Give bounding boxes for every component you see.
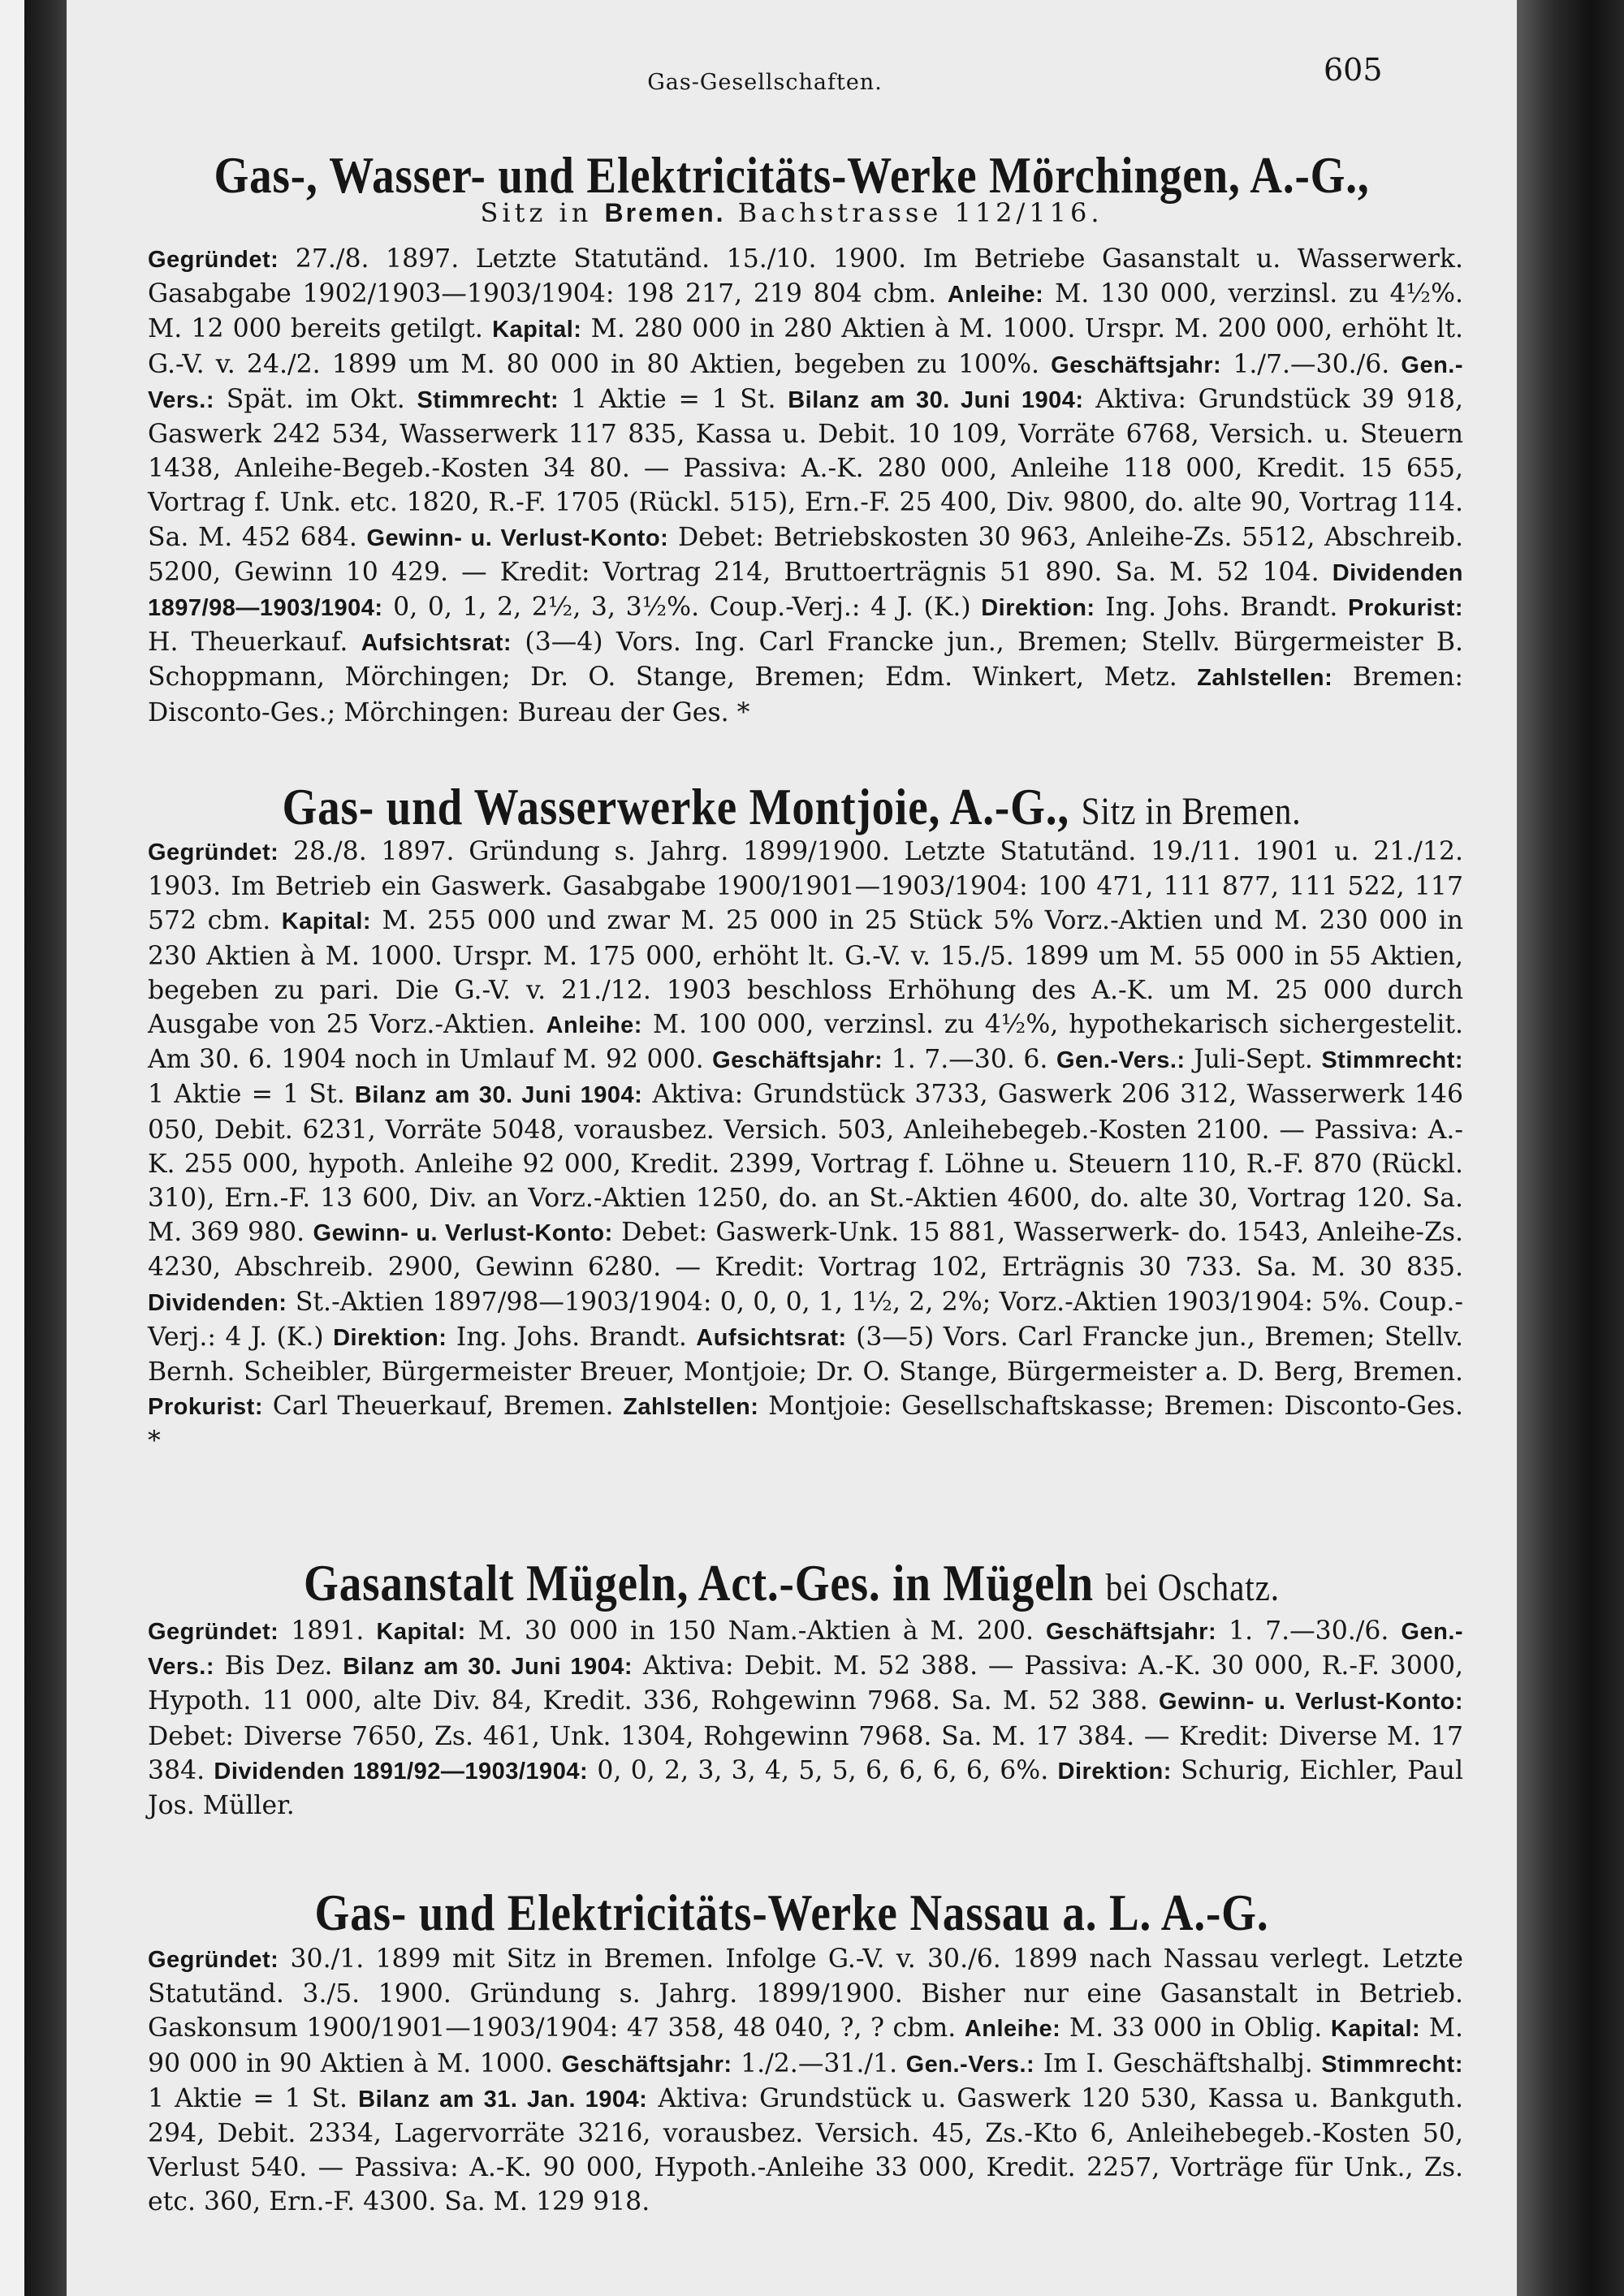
company-title-nassau: Gas- und Elektricitäts-Werke Nassau a. L. A.-G. <box>314 1884 1269 1941</box>
company-location: bei Oschatz. <box>1105 1566 1280 1609</box>
running-header: Gas-Gesellschaften. <box>647 70 883 95</box>
company-seat: Sitz in Bremen. <box>1081 790 1302 833</box>
company-seat-moerchingen <box>67 197 1517 228</box>
seat-city: Bremen. <box>604 198 726 227</box>
company-name: Gasanstalt Mügeln, Act.-Ges. in Mügeln <box>304 1554 1094 1612</box>
company-entry-montjoie: Gegründet: 28./8. 1897. Gründung s. Jahrg. 1899/1900. Letzte Statutänd. 19./11. 1901 u. 21./12. 1903. Im Betrieb ein Gaswerk. Gasabgabe 1900/1901—1903/1904: 100 471, 111 877, 111 522, 117 572 cbm. Kapital: M. 255 000 und zwar M. 25 000 in 25 Stück 5% Vorz.-Aktien und M. 230 000 in 230 Aktien à M. 1000. Urspr. M. 175 000, erhöht lt. G.-V. v. 15./5. 1899 um M. 55 000 in 55 Aktien, begeben zu pari. Die G.-V. v. 21./12. 1903 beschloss Erhöhung des A.-K. um M. 25 000 durch Ausgabe von 25 Vorz.-Aktien. Anleihe: M. 100 000, verzinsl. zu 4½%, hypothekarisch sichergestelit. Am 30. 6. 1904 noch in Umlauf M. 92 000. Geschäftsjahr: 1. 7.—30. 6. Gen.-Vers.: Juli-Sept. Stimmrecht: 1 Aktie = 1 St. Bilanz am 30. Juni 1904: Aktiva: Grundstück 3733, Gaswerk 206 312, Wasserwerk 146 050, Debit. 6231, Vorräte 5048, vorausbez. Versich. 503, Anleihebegeb.-Kosten 2100. — Passiva: A.-K. 255 000, hypoth. Anleihe 92 000, Kredit. 2399, Vortrag f. Löhne u. Steuern 110, R.-F. 870 (Rückl. 310), Ern.-F. 13 600, Div. an Vorz.-Aktien 1250, do. an St.-Aktien 4600, do. alte 30, Vortrag 120. Sa. M. 369 980. Gewinn- u. Verlust-Konto: Debet: Gaswerk-Unk. 15 881, Wasserwerk- do. 1543, Anleihe-Zs. 4230, Abschreib. 2900, Gewinn 6280. — Kredit: Vortrag 102, Erträgnis 30 733. Sa. M. 30 835. Dividenden: St.-Aktien 1897/98—1903/1904: 0, 0, 0, 1, 1½, 2, 2%; Vorz.-Aktien 1903/1904: 5%. Coup.-Verj.: 4 J. (K.) Direktion: Ing. Johs. Brandt. Aufsichtsrat: (3—5) Vors. Carl Francke jun., Bremen; Stellv. Bernh. Scheibler, Bürgermeister Breuer, Montjoie; Dr. O. Stange, Bürgermeister a. D. Berg, Bremen. Prokurist: Carl Theuerkauf, Bremen. Zahlstellen: Montjoie: Gesellschaftskasse; Bremen: Disconto-Ges. * <box>148 837 1464 1457</box>
company-title-moerchingen: Gas-, Wasser- und Elektricitäts-Werke Mörchingen, A.-G., <box>214 146 1370 204</box>
company-entry-nassau: Gegründet: 30./1. 1899 mit Sitz in Bremen. Infolge G.-V. v. 30./6. 1899 nach Nassau verlegt. Letzte Statutänd. 3./5. 1900. Gründung s. Jahrg. 1899/1900. Bisher nur eine Gasanstalt in Betrieb. Gaskonsum 1900/1901—1903/1904: 47 358, 48 040, ?, ? cbm. Anleihe: M. 33 000 in Oblig. Kapital: M. 90 000 in 90 Aktien à M. 1000. Geschäftsjahr: 1./2.—31./1. Gen.-Vers.: Im I. Geschäftshalbj. Stimmrecht: 1 Aktie = 1 St. Bilanz am 31. Jan. 1904: Aktiva: Grundstück u. Gaswerk 120 530, Kassa u. Bankguth. 294, Debit. 2334, Lagervorräte 3216, vorausbez. Versich. 45, Zs.-Kto 6, Anleihebegeb.-Kosten 50, Verlust 540. — Passiva: A.-K. 90 000, Hypoth.-Anleihe 33 000, Kredit. 2257, Vorträge für Unk., Zs. etc. 360, Ern.-F. 4300. Sa. M. 129 918. <box>148 1944 1464 2217</box>
seat-prefix: Sitz in <box>480 197 593 228</box>
company-title-muegeln <box>168 1554 1415 1612</box>
scan-page-edge-left <box>0 0 24 2296</box>
page-number: 605 <box>1324 52 1383 88</box>
company-entry-moerchingen: Gegründet: 27./8. 1897. Letzte Statutänd. 15./10. 1900. Im Betriebe Gasanstalt u. Wasserwerk. Gasabgabe 1902/1903—1903/1904: 198 217, 219 804 cbm. Anleihe: M. 130 000, verzinsl. zu 4½%. M. 12 000 bereits getilgt. Kapital: M. 280 000 in 280 Aktien à M. 1000. Urspr. M. 200 000, erhöht lt. G.-V. v. 24./2. 1899 um M. 80 000 in 80 Aktien, begeben zu 100%. Geschäftsjahr: 1./7.—30./6. Gen.-Vers.: Spät. im Okt. Stimmrecht: 1 Aktie = 1 St. Bilanz am 30. Juni 1904: Aktiva: Grundstück 39 918, Gaswerk 242 534, Wasserwerk 117 835, Kassa u. Debit. 10 109, Vorräte 6768, Versich. u. Steuern 1438, Anleihe-Begeb.-Kosten 34 80. — Passiva: A.-K. 280 000, Anleihe 118 000, Kredit. 15 655, Vortrag f. Unk. etc. 1820, R.-F. 1705 (Rückl. 515), Ern.-F. 25 400, Div. 9800, do. alte 90, Vortrag 114. Sa. M. 452 684. Gewinn- u. Verlust-Konto: Debet: Betriebskosten 30 963, Anleihe-Zs. 5512, Abschreib. 5200, Gewinn 10 429. — Kredit: Vortrag 214, Bruttoerträgnis 51 890. Sa. M. 52 104. Dividenden 1897/98—1903/1904: 0, 0, 1, 2, 2½, 3, 3½%. Coup.-Verj.: 4 J. (K.) Direktion: Ing. Johs. Brandt. Prokurist: H. Theuerkauf. Aufsichtsrat: (3—4) Vors. Ing. Carl Francke jun., Bremen; Stellv. Bürgermeister B. Schoppmann, Mörchingen; Dr. O. Stange, Bremen; Edm. Winkert, Metz. Zahlstellen: Bremen: Disconto-Ges.; Mörchingen: Bureau der Ges. * <box>148 244 1464 727</box>
scan-binding-shadow-right <box>1517 0 1624 2296</box>
scan-binding-shadow <box>24 0 67 2296</box>
seat-address: Bachstrasse 112/116. <box>737 197 1104 228</box>
company-name: Gas- und Wasserwerke Montjoie, A.-G., <box>282 778 1070 835</box>
book-page <box>67 0 1517 2296</box>
company-title-montjoie <box>168 778 1415 835</box>
ink-mark-margin <box>1492 904 1517 1034</box>
company-entry-muegeln: Gegründet: 1891. Kapital: M. 30 000 in 150 Nam.-Aktien à M. 200. Geschäftsjahr: 1. 7.—30./6. Gen.-Vers.: Bis Dez. Bilanz am 30. Juni 1904: Aktiva: Debit. M. 52 388. — Passiva: A.-K. 30 000, R.-F. 3000, Hypoth. 11 000, alte Div. 84, Kredit. 336, Rohgewinn 7968. Sa. M. 52 388. Gewinn- u. Verlust-Konto: Debet: Diverse 7650, Zs. 461, Unk. 1304, Rohgewinn 7968. Sa. M. 17 384. — Kredit: Diverse M. 17 384. Dividenden 1891/92—1903/1904: 0, 0, 2, 3, 3, 4, 5, 5, 6, 6, 6, 6, 6%. Direktion: Schurig, Eichler, Paul Jos. Müller. <box>148 1616 1464 1821</box>
